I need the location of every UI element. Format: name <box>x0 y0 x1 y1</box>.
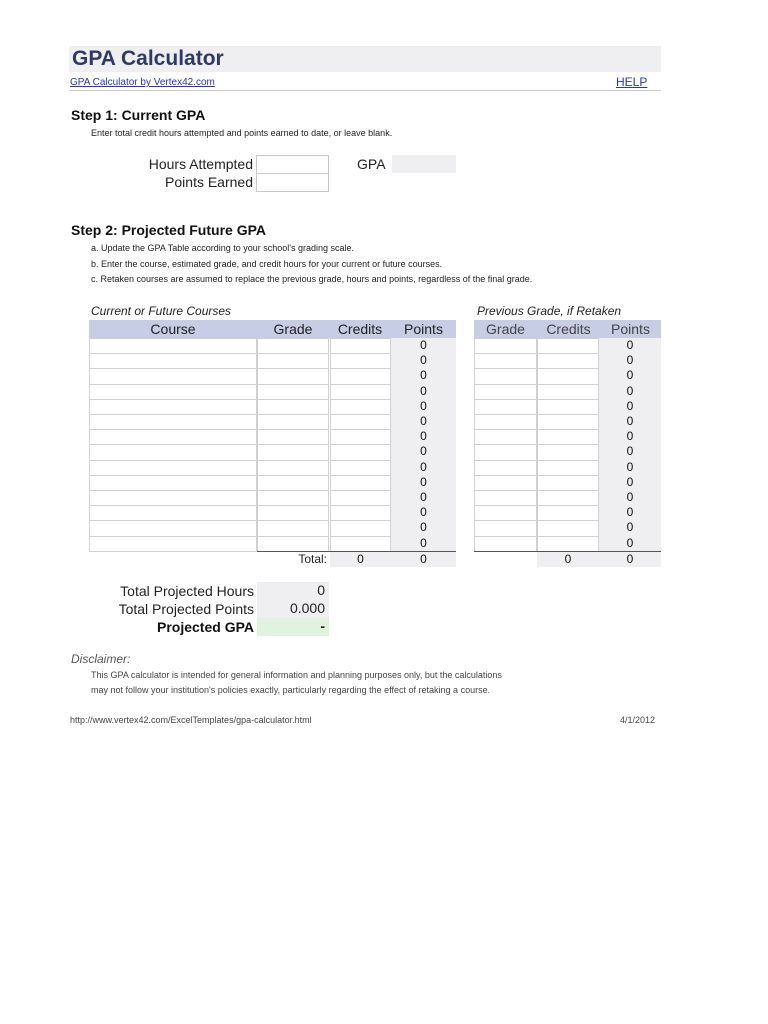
points-cell: 0 <box>420 505 427 520</box>
points-earned-label: Points Earned <box>165 174 253 190</box>
credits-column-header: Credits <box>337 321 383 337</box>
grade-column-header: Grade <box>273 321 313 337</box>
prev-points-cell: 0 <box>626 338 634 352</box>
prev-points-cell: 0 <box>626 398 634 413</box>
total-points-value: 0 <box>420 552 427 566</box>
course-cell[interactable] <box>89 505 257 521</box>
credits-cell[interactable] <box>330 384 391 400</box>
prev-credits-cell[interactable] <box>537 536 599 552</box>
step2-note-b: b. Enter the course, estimated grade, and credit hours for your current or future courses. <box>91 259 443 269</box>
grade-cell[interactable] <box>257 429 329 445</box>
credits-cell[interactable] <box>330 505 391 521</box>
grade-cell[interactable] <box>257 505 329 521</box>
credits-cell[interactable] <box>330 490 391 506</box>
grade-cell[interactable] <box>257 338 329 354</box>
grade-cell[interactable] <box>257 475 329 491</box>
prev-points-cell: 0 <box>626 490 634 504</box>
hours-attempted-input[interactable] <box>256 155 329 174</box>
prev-credits-cell[interactable] <box>537 353 599 369</box>
grade-cell[interactable] <box>257 353 329 369</box>
step1-heading: Step 1: Current GPA <box>71 107 206 123</box>
points-cell: 0 <box>420 368 427 383</box>
step1-instruction: Enter total credit hours attempted and points earned to date, or leave blank. <box>91 128 393 138</box>
prev-grade-cell[interactable] <box>474 505 537 521</box>
points-cell: 0 <box>420 429 427 444</box>
step2-heading: Step 2: Projected Future GPA <box>71 222 266 238</box>
prev-grade-cell[interactable] <box>474 460 537 476</box>
prev-grade-cell[interactable] <box>474 353 537 369</box>
credits-cell[interactable] <box>330 368 391 384</box>
title-divider <box>69 90 661 91</box>
footer-date: 4/1/2012 <box>620 715 656 725</box>
course-cell[interactable] <box>89 475 257 491</box>
prev-credits-cell[interactable] <box>537 505 599 521</box>
total-label: Total: <box>298 552 327 566</box>
course-cell[interactable] <box>89 520 257 536</box>
prev-points-cell: 0 <box>626 459 634 474</box>
projected-gpa-label: Projected GPA <box>157 619 254 635</box>
credits-cell[interactable] <box>330 520 391 536</box>
total-credits-value: 0 <box>357 552 364 566</box>
current-courses-caption: Current or Future Courses <box>91 304 232 318</box>
points-cell: 0 <box>420 414 427 428</box>
credits-cell[interactable] <box>330 536 391 552</box>
prev-points-cell: 0 <box>626 414 634 428</box>
course-cell[interactable] <box>89 444 257 460</box>
current-gpa-value <box>392 155 456 173</box>
prev-credits-column-header: Credits <box>546 321 591 337</box>
course-cell[interactable] <box>89 490 257 506</box>
prev-total-credits-value: 0 <box>564 552 572 566</box>
prev-credits-cell[interactable] <box>537 520 599 536</box>
prev-points-cell: 0 <box>626 353 634 368</box>
prev-points-cell: 0 <box>626 505 634 520</box>
points-cell: 0 <box>420 444 427 459</box>
points-cell: 0 <box>420 535 427 550</box>
course-cell[interactable] <box>89 353 257 369</box>
course-cell[interactable] <box>89 384 257 400</box>
prev-points-cell: 0 <box>626 429 634 444</box>
points-column-header: Points <box>404 321 443 337</box>
prev-credits-cell[interactable] <box>537 490 599 506</box>
prev-points-cell: 0 <box>626 368 634 383</box>
points-cell: 0 <box>420 353 427 368</box>
prev-credits-cell[interactable] <box>537 399 599 415</box>
total-projected-points-value: 0.000 <box>257 600 329 618</box>
course-cell[interactable] <box>89 460 257 476</box>
grade-cell[interactable] <box>257 490 329 506</box>
step2-note-c: c. Retaken courses are assumed to replace the previous grade, hours and points, regardless of the final grade. <box>91 274 533 284</box>
prev-grade-cell[interactable] <box>474 338 537 354</box>
page-title: GPA Calculator <box>72 47 224 70</box>
disclaimer-line-2: may not follow your institution's policies exactly, particularly regarding the effect of retaking a course. <box>91 685 491 695</box>
vertex42-link[interactable]: GPA Calculator by Vertex42.com <box>70 77 215 88</box>
prev-total-points-value: 0 <box>626 552 634 566</box>
credits-cell[interactable] <box>330 414 391 430</box>
gpa-label: GPA <box>357 156 386 172</box>
course-cell[interactable] <box>89 368 257 384</box>
prev-grade-cell[interactable] <box>474 399 537 415</box>
disclaimer-line-1: This GPA calculator is intended for general information and planning purposes only, but the calculations <box>91 670 502 680</box>
help-link[interactable]: HELP <box>616 75 648 89</box>
prev-grade-cell[interactable] <box>474 490 537 506</box>
previous-table-header <box>474 320 661 338</box>
course-cell[interactable] <box>89 399 257 415</box>
points-cell: 0 <box>420 474 427 489</box>
total-projected-points-label: Total Projected Points <box>118 601 254 617</box>
prev-credits-cell[interactable] <box>537 338 599 354</box>
prev-grade-cell[interactable] <box>474 429 537 445</box>
prev-credits-cell[interactable] <box>537 384 599 400</box>
points-cell: 0 <box>420 338 427 352</box>
prev-grade-cell[interactable] <box>474 475 537 491</box>
credits-cell[interactable] <box>330 444 391 460</box>
grade-cell[interactable] <box>257 536 329 552</box>
total-projected-hours-value: 0 <box>257 582 329 600</box>
credits-cell[interactable] <box>330 353 391 369</box>
prev-grade-cell[interactable] <box>474 368 537 384</box>
points-cell: 0 <box>420 490 427 504</box>
prev-credits-cell[interactable] <box>537 444 599 460</box>
points-cell: 0 <box>420 459 427 474</box>
course-cell[interactable] <box>89 536 257 552</box>
prev-points-column-header: Points <box>611 321 650 337</box>
grade-cell[interactable] <box>257 414 329 430</box>
credits-cell[interactable] <box>330 460 391 476</box>
step2-note-a: a. Update the GPA Table according to your school's grading scale. <box>91 243 355 253</box>
grade-cell[interactable] <box>257 399 329 415</box>
credits-cell[interactable] <box>330 399 391 415</box>
prev-grade-column-header: Grade <box>486 321 525 337</box>
grade-cell[interactable] <box>257 368 329 384</box>
previous-grade-caption: Previous Grade, if Retaken <box>477 304 622 318</box>
credits-cell[interactable] <box>330 338 391 354</box>
prev-points-cell: 0 <box>626 535 634 550</box>
prev-credits-cell[interactable] <box>537 460 599 476</box>
points-cell: 0 <box>420 383 427 398</box>
credits-cell[interactable] <box>330 475 391 491</box>
course-column-header: Course <box>150 321 196 337</box>
prev-points-cell: 0 <box>626 520 634 535</box>
grade-cell[interactable] <box>257 520 329 536</box>
prev-points-cell: 0 <box>626 444 634 459</box>
grade-cell[interactable] <box>257 444 329 460</box>
prev-grade-cell[interactable] <box>474 536 537 552</box>
points-cell: 0 <box>420 520 427 535</box>
prev-points-cell: 0 <box>626 474 634 489</box>
points-cell: 0 <box>420 398 427 413</box>
hours-attempted-label: Hours Attempted <box>148 156 253 172</box>
prev-credits-cell[interactable] <box>537 414 599 430</box>
prev-credits-cell[interactable] <box>537 368 599 384</box>
projected-gpa-value: - <box>257 618 329 636</box>
prev-credits-cell[interactable] <box>537 475 599 491</box>
credits-cell[interactable] <box>330 429 391 445</box>
grade-cell[interactable] <box>257 460 329 476</box>
grade-cell[interactable] <box>257 384 329 400</box>
prev-grade-cell[interactable] <box>474 414 537 430</box>
current-table-header <box>89 320 456 338</box>
disclaimer-title: Disclaimer: <box>71 652 131 666</box>
prev-points-cell: 0 <box>626 383 634 398</box>
prev-grade-cell[interactable] <box>474 520 537 536</box>
prev-credits-cell[interactable] <box>537 429 599 445</box>
course-cell[interactable] <box>89 414 257 430</box>
footer-url[interactable]: http://www.vertex42.com/ExcelTemplates/gpa-calculator.html <box>70 715 312 725</box>
course-cell[interactable] <box>89 429 257 445</box>
total-projected-hours-label: Total Projected Hours <box>120 583 254 599</box>
points-earned-input[interactable] <box>256 173 329 192</box>
course-cell[interactable] <box>89 338 257 354</box>
prev-grade-cell[interactable] <box>474 384 537 400</box>
prev-grade-cell[interactable] <box>474 444 537 460</box>
